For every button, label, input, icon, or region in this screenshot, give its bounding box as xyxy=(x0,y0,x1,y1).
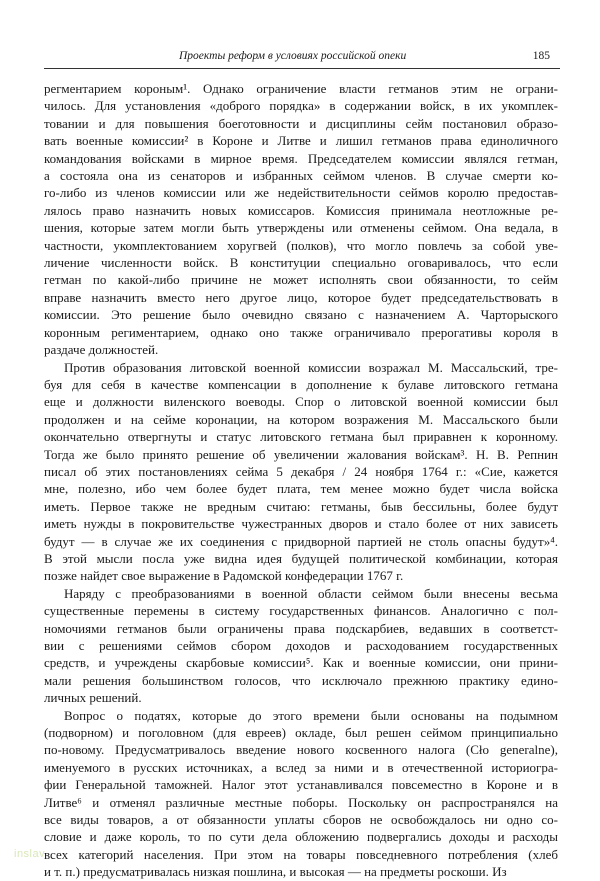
paragraph-p1 xyxy=(44,80,558,359)
text-line: шения, которые затем могли быть утверждены или отменены сеймом. Она ведала, в xyxy=(44,220,558,236)
text-line: существенные перемены в систему государственных финансов. Аналогично с пол- xyxy=(44,603,558,619)
text-line: и т. п.) предусматривалась низкая пошлина, и высокая — на предметы роскоши. Из xyxy=(44,864,507,880)
text-line: Вопрос о податях, которые до этого времени были основаны на подымном xyxy=(64,707,558,723)
text-line: а состояла она из сенаторов и избранных сеймом членов. В случае смерти ко- xyxy=(44,168,558,184)
text-line: раздаче должностей. xyxy=(44,342,159,358)
text-line: писал об этих постановлениях сейма 5 декабря / 24 ноября 1764 г.: «Сие, кажется xyxy=(44,463,558,479)
text-line: командования войсками в мирное время. Председателем комиссии являлся гетман, xyxy=(44,150,558,166)
text-line: средств, и учреждены скарбовые комиссии⁵. Как и военные комиссии, они прини- xyxy=(44,655,558,671)
text-line: Наряду с преобразованиями в военной области сеймом были внесены весьма xyxy=(64,585,558,601)
text-line: личение численности войск. В конституции специально оговаривалось, что если xyxy=(44,255,558,271)
text-line: комиссии. Это решение было очевидно связано с назначением А. Чарторыского xyxy=(44,307,558,323)
text-line: Тогда же было принято решение об увеличении жалования войскам³. Н. В. Репнин xyxy=(44,446,558,462)
text-line: регментарием короным¹. Однако ограничение власти гетманов этим не ограни- xyxy=(44,81,558,96)
text-line: го-либо из членов комиссии или же недействительности сеймов королю предостав- xyxy=(44,185,558,201)
text-line: мали решения большинством голосов, что исключало прежнюю практику едино- xyxy=(44,672,558,688)
text-line: фии Генеральной таможней. Налог этот устанавливался повсеместно в Короне и в xyxy=(44,777,558,793)
text-line: продолжен и на сейме коронации, на котором возражения М. Массальского были xyxy=(44,411,558,427)
running-title: Проекты реформ в условиях российской опеки xyxy=(179,50,407,62)
text-line: (подворном) и поголовном (для евреев) окладе, был решен сеймом принципиально xyxy=(44,725,558,741)
paragraph-p2 xyxy=(44,359,558,585)
page-number: 185 xyxy=(532,50,550,62)
text-line: будут — в случае же их соединения с придворной партией не столь опасны будут»⁴. xyxy=(44,533,558,549)
text-line: иметь нужды в покровительстве чужестранных дворов и стало более от них зависеть xyxy=(44,516,558,532)
text-line: личных решений. xyxy=(44,690,142,706)
text-line: гетман по какой-либо причине не может исполнять свои обязанности, то сейм xyxy=(44,272,558,288)
text-line: номочиями гетманов были ограничены права подскарбиев, ведавших в соответст- xyxy=(44,620,558,636)
text-line: иметь. Первое также не вредным считаю: гетманы, быв бессильны, более будут xyxy=(44,498,558,514)
text-line: именуемого в русских источниках, а вслед за ними и в отечественной историогра- xyxy=(44,759,558,775)
text-line: всех категорий населения. При этом на товары повседневного потребления (хлеб xyxy=(44,846,558,862)
text-line: окончательно отвергнуты и статус литовского гетмана был приравнен к коронному. xyxy=(44,429,558,445)
text-line: еще и должности виленского воеводы. Спор о литовской военной комиссии был xyxy=(44,394,558,410)
text-line: вии с решениями сеймов сбором доходов и расходованием государственных xyxy=(44,638,558,653)
text-line: все виды товаров, а от обязанности уплаты сборов не освобождалось ни одно со- xyxy=(44,812,558,828)
watermark: inslav xyxy=(14,848,46,860)
text-line: по-новому. Предусматривалось введение нового косвенного налога (Сło generalne), xyxy=(44,742,558,758)
text-line: коронным региментарием, однако оно также ограничивало прерогативы короля в xyxy=(44,324,558,340)
text-line: мне, полезно, ибо чем более будет плата, тем менее можно будет числа войска xyxy=(44,481,558,497)
running-header xyxy=(44,46,560,69)
text-line: Против образования литовской военной комиссии возражал М. Массальский, тре- xyxy=(64,359,558,375)
body-text xyxy=(44,80,558,881)
text-line: частности, укомплектованием хоругвей (полков), что могло повлечь за собой уве- xyxy=(44,237,558,253)
text-line: вать военные комиссии² в Короне и Литве и лишил гетманов права единоличного xyxy=(44,133,558,149)
text-line: словие и даже король, то по сути дела обложению подвергались доходы и расходы xyxy=(44,829,558,845)
paragraph-p3 xyxy=(44,585,558,707)
text-line: позже найдет свое выражение в Радомской конфедерации 1767 г. xyxy=(44,568,404,584)
text-line: товании и для повышения боеготовности и дисциплины сейм постановил образо- xyxy=(44,115,558,131)
text-line: Литве⁶ и отменял различные местные поборы. Поскольку он распространялся на xyxy=(44,794,558,810)
paragraph-p4 xyxy=(44,707,558,881)
text-line: чилось. Для установления «доброго порядка» в содержании войск, в их укомплек- xyxy=(44,98,558,114)
text-line: буя для себя в качестве компенсации в дополнение к булаве литовского гетмана xyxy=(44,376,558,392)
text-line: лялось право назначить новых комиссаров. Комиссия принимала неотложные ре- xyxy=(44,202,558,218)
text-line: В этой мысли посла уже видна идея будущей политической комбинации, которая xyxy=(44,550,558,566)
text-line: вправе назначить вместо него другое лицо, которое будет председательствовать в xyxy=(44,289,558,305)
